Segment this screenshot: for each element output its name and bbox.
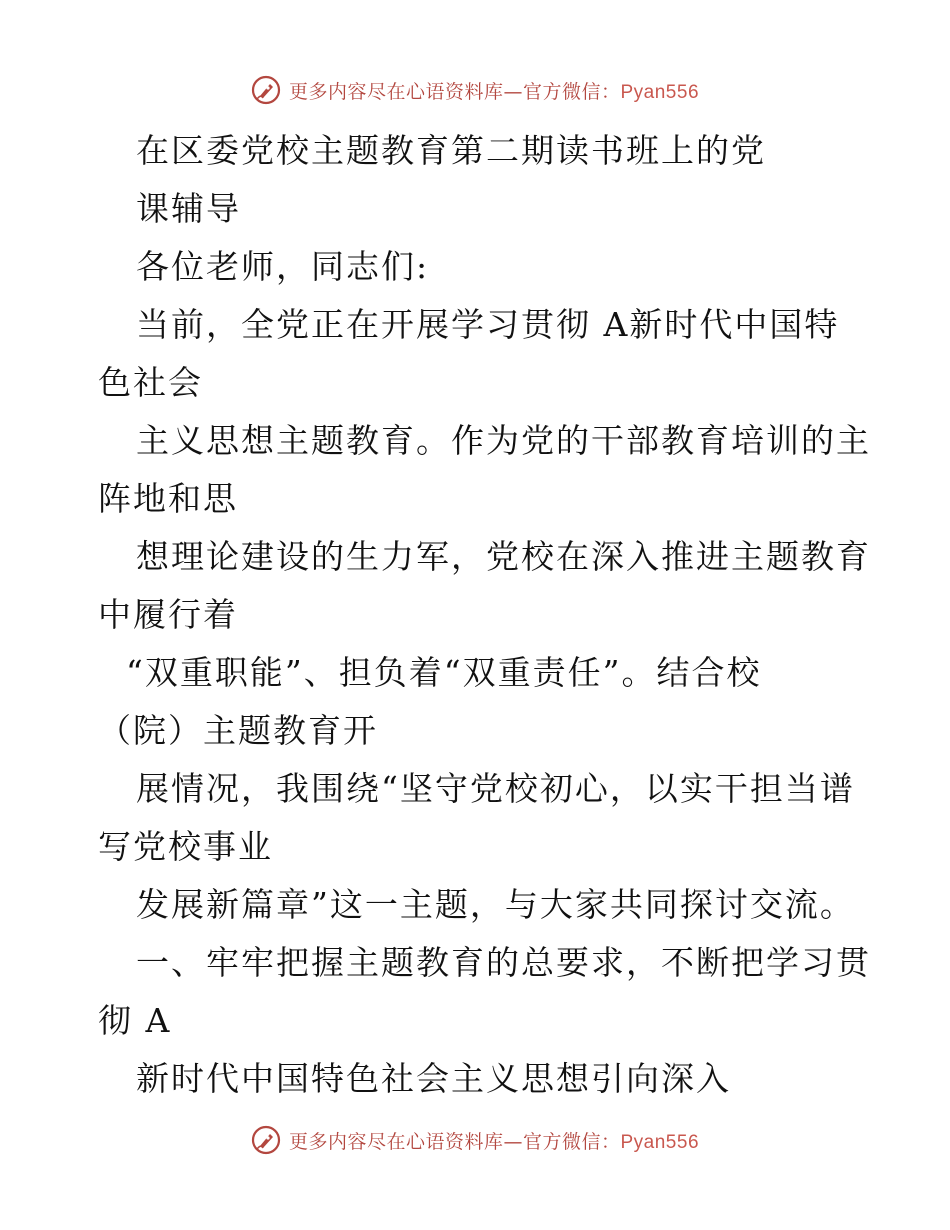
text-line: 中履行着 [98, 595, 238, 634]
text-line: 想理论建设的生力军，党校在深入推进主题教育 [136, 537, 871, 576]
text-line: 在区委党校主题教育第二期读书班上的党 [136, 131, 766, 170]
footer-watermark [0, 1120, 950, 1160]
text-line: 课辅导 [136, 189, 241, 228]
text-line: 彻 A [98, 1001, 172, 1040]
text-line: 发展新篇章”这一主题，与大家共同探讨交流。 [136, 885, 855, 924]
text-line: 一、牢牢把握主题教育的总要求，不断把学习贯 [136, 943, 871, 982]
text-line: 展情况，我围绕“坚守党校初心，以实干担当谱 [136, 769, 855, 808]
header-watermark [0, 70, 950, 110]
text-line: 阵地和思 [98, 479, 238, 518]
text-line: 新时代中国特色社会主义思想引向深入 [136, 1059, 731, 1098]
text-line: 写党校事业 [98, 827, 273, 866]
text-line: 色社会 [98, 363, 203, 402]
text-line: 当前，全党正在开展学习贯彻 A新时代中国特 [136, 305, 840, 344]
watermark-text: 更多内容尽在心语资料库—官方微信：Pyan556 [288, 80, 700, 103]
document-body [98, 122, 898, 1108]
pen-nib-logo-icon [251, 1125, 281, 1155]
text-line: “双重职能”、担负着“双重责任”。结合校 [126, 653, 762, 692]
text-line: 主义思想主题教育。作为党的干部教育培训的主 [136, 421, 871, 460]
text-line: 各位老师，同志们: [136, 247, 430, 286]
watermark-text: 更多内容尽在心语资料库—官方微信：Pyan556 [288, 1130, 700, 1153]
pen-nib-logo-icon [251, 75, 281, 105]
text-line: （院）主题教育开 [98, 711, 378, 750]
